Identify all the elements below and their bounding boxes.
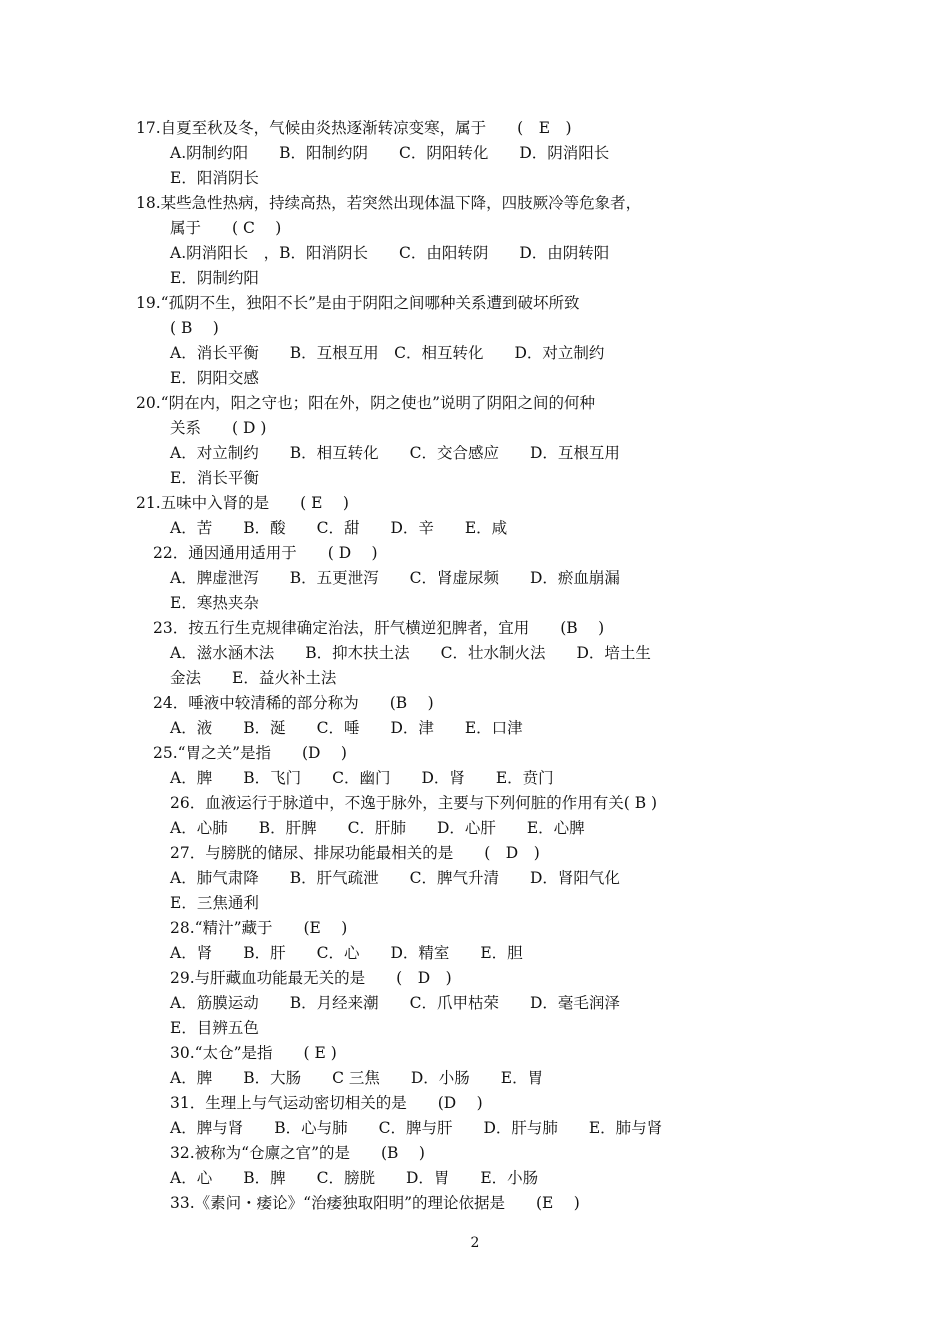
q26-options: A．心肺 B．肝脾 C．肝肺 D．心肝 E．心脾 (170, 819, 585, 837)
q20-stem: 20.“阴在内，阳之守也；阳在外，阴之使也”说明了阴阳之间的何种 (136, 394, 596, 412)
q29-stem: 29.与肝藏血功能最无关的是 ( D ) (170, 969, 452, 987)
q19-options: A．消长平衡 B．互根互用 C．相互转化 D．对立制约 (170, 344, 605, 362)
q32-options: A．心 B．脾 C．膀胱 D．胃 E．小肠 (170, 1169, 539, 1187)
q27-options: A．肺气肃降 B．肝气疏泄 C．脾气升清 D．肾阳气化 (170, 869, 620, 887)
q18-stem-cont: 属于 ( C ) (170, 219, 282, 237)
q19-stem: 19.“孤阴不生，独阳不长”是由于阴阳之间哪种关系遭到破坏所致 (136, 294, 580, 312)
q30-stem: 30.“太仓”是指 ( E ) (170, 1044, 337, 1062)
q24-stem: 24．唾液中较清稀的部分称为 (B ) (153, 694, 434, 712)
q20-options: A．对立制约 B．相互转化 C．交合感应 D．互根互用 (170, 444, 620, 462)
q22-stem: 22．通因通用适用于 ( D ) (153, 544, 378, 562)
q27-option-e: E．三焦通利 (170, 894, 259, 912)
q20-option-e: E．消长平衡 (170, 469, 259, 487)
q17-option-e: E．阳消阴长 (170, 169, 259, 187)
q19-answer: ( B ) (170, 319, 219, 337)
q23-stem: 23．按五行生克规律确定治法，肝气横逆犯脾者，宜用 (B ) (153, 619, 605, 637)
q20-stem-cont: 关系 ( D ) (170, 419, 267, 437)
q22-option-e: E．寒热夹杂 (170, 594, 259, 612)
q21-options: A．苦 B．酸 C．甜 D．辛 E．咸 (170, 519, 508, 537)
q23-options: A．滋水涵木法 B．抑木扶土法 C．壮水制火法 D．培土生 (170, 644, 651, 662)
q27-stem: 27．与膀胱的储尿、排尿功能最相关的是 ( D ) (170, 844, 540, 862)
q22-options: A．脾虚泄泻 B．五更泄泻 C．肾虚尿频 D．瘀血崩漏 (170, 569, 620, 587)
q29-options: A．筋膜运动 B．月经来潮 C．爪甲枯荣 D．毫毛润泽 (170, 994, 620, 1012)
q17-stem: 17.自夏至秋及冬，气候由炎热逐渐转凉变寒，属于 ( E ) (136, 119, 572, 137)
q31-options: A．脾与肾 B．心与肺 C．脾与肝 D．肝与肺 E．肺与肾 (170, 1119, 663, 1137)
q32-stem: 32.被称为“仓廪之官”的是 (B ) (170, 1144, 425, 1162)
q25-options: A．脾 B．飞门 C．幽门 D．肾 E．贲门 (170, 769, 554, 787)
q31-stem: 31．生理上与气运动密切相关的是 (D ) (170, 1094, 483, 1112)
page-number: 2 (470, 1235, 480, 1251)
q33-stem: 33.《素问・痿论》“治痿独取阳明”的理论依据是 (E ) (170, 1194, 580, 1212)
q21-stem: 21.五味中入肾的是 ( E ) (136, 494, 349, 512)
q25-stem: 25.“胃之关”是指 (D ) (153, 744, 347, 762)
q24-options: A．液 B．涎 C．唾 D．津 E．口津 (170, 719, 523, 737)
q28-stem: 28.“精汁”藏于 (E ) (170, 919, 348, 937)
q19-option-e: E．阴阳交感 (170, 369, 259, 387)
q18-options: A.阴消阳长 ，B．阳消阴长 C．由阳转阴 D．由阴转阳 (170, 244, 610, 262)
q23-options-cont: 金法 E．益火补土法 (170, 669, 337, 687)
q30-options: A．脾 B．大肠 C 三焦 D．小肠 E．胃 (170, 1069, 544, 1087)
q29-option-e: E．目辨五色 (170, 1019, 259, 1037)
q26-stem: 26．血液运行于脉道中，不逸于脉外，主要与下列何脏的作用有关( B ) (170, 794, 658, 812)
q17-options: A.阴制约阳 B．阳制约阴 C．阴阳转化 D．阴消阳长 (170, 144, 610, 162)
q18-option-e: E．阴制约阳 (170, 269, 259, 287)
q28-options: A．肾 B．肝 C．心 D．精室 E．胆 (170, 944, 523, 962)
q18-stem: 18.某些急性热病，持续高热，若突然出现体温下降，四肢厥冷等危象者， (136, 194, 642, 212)
